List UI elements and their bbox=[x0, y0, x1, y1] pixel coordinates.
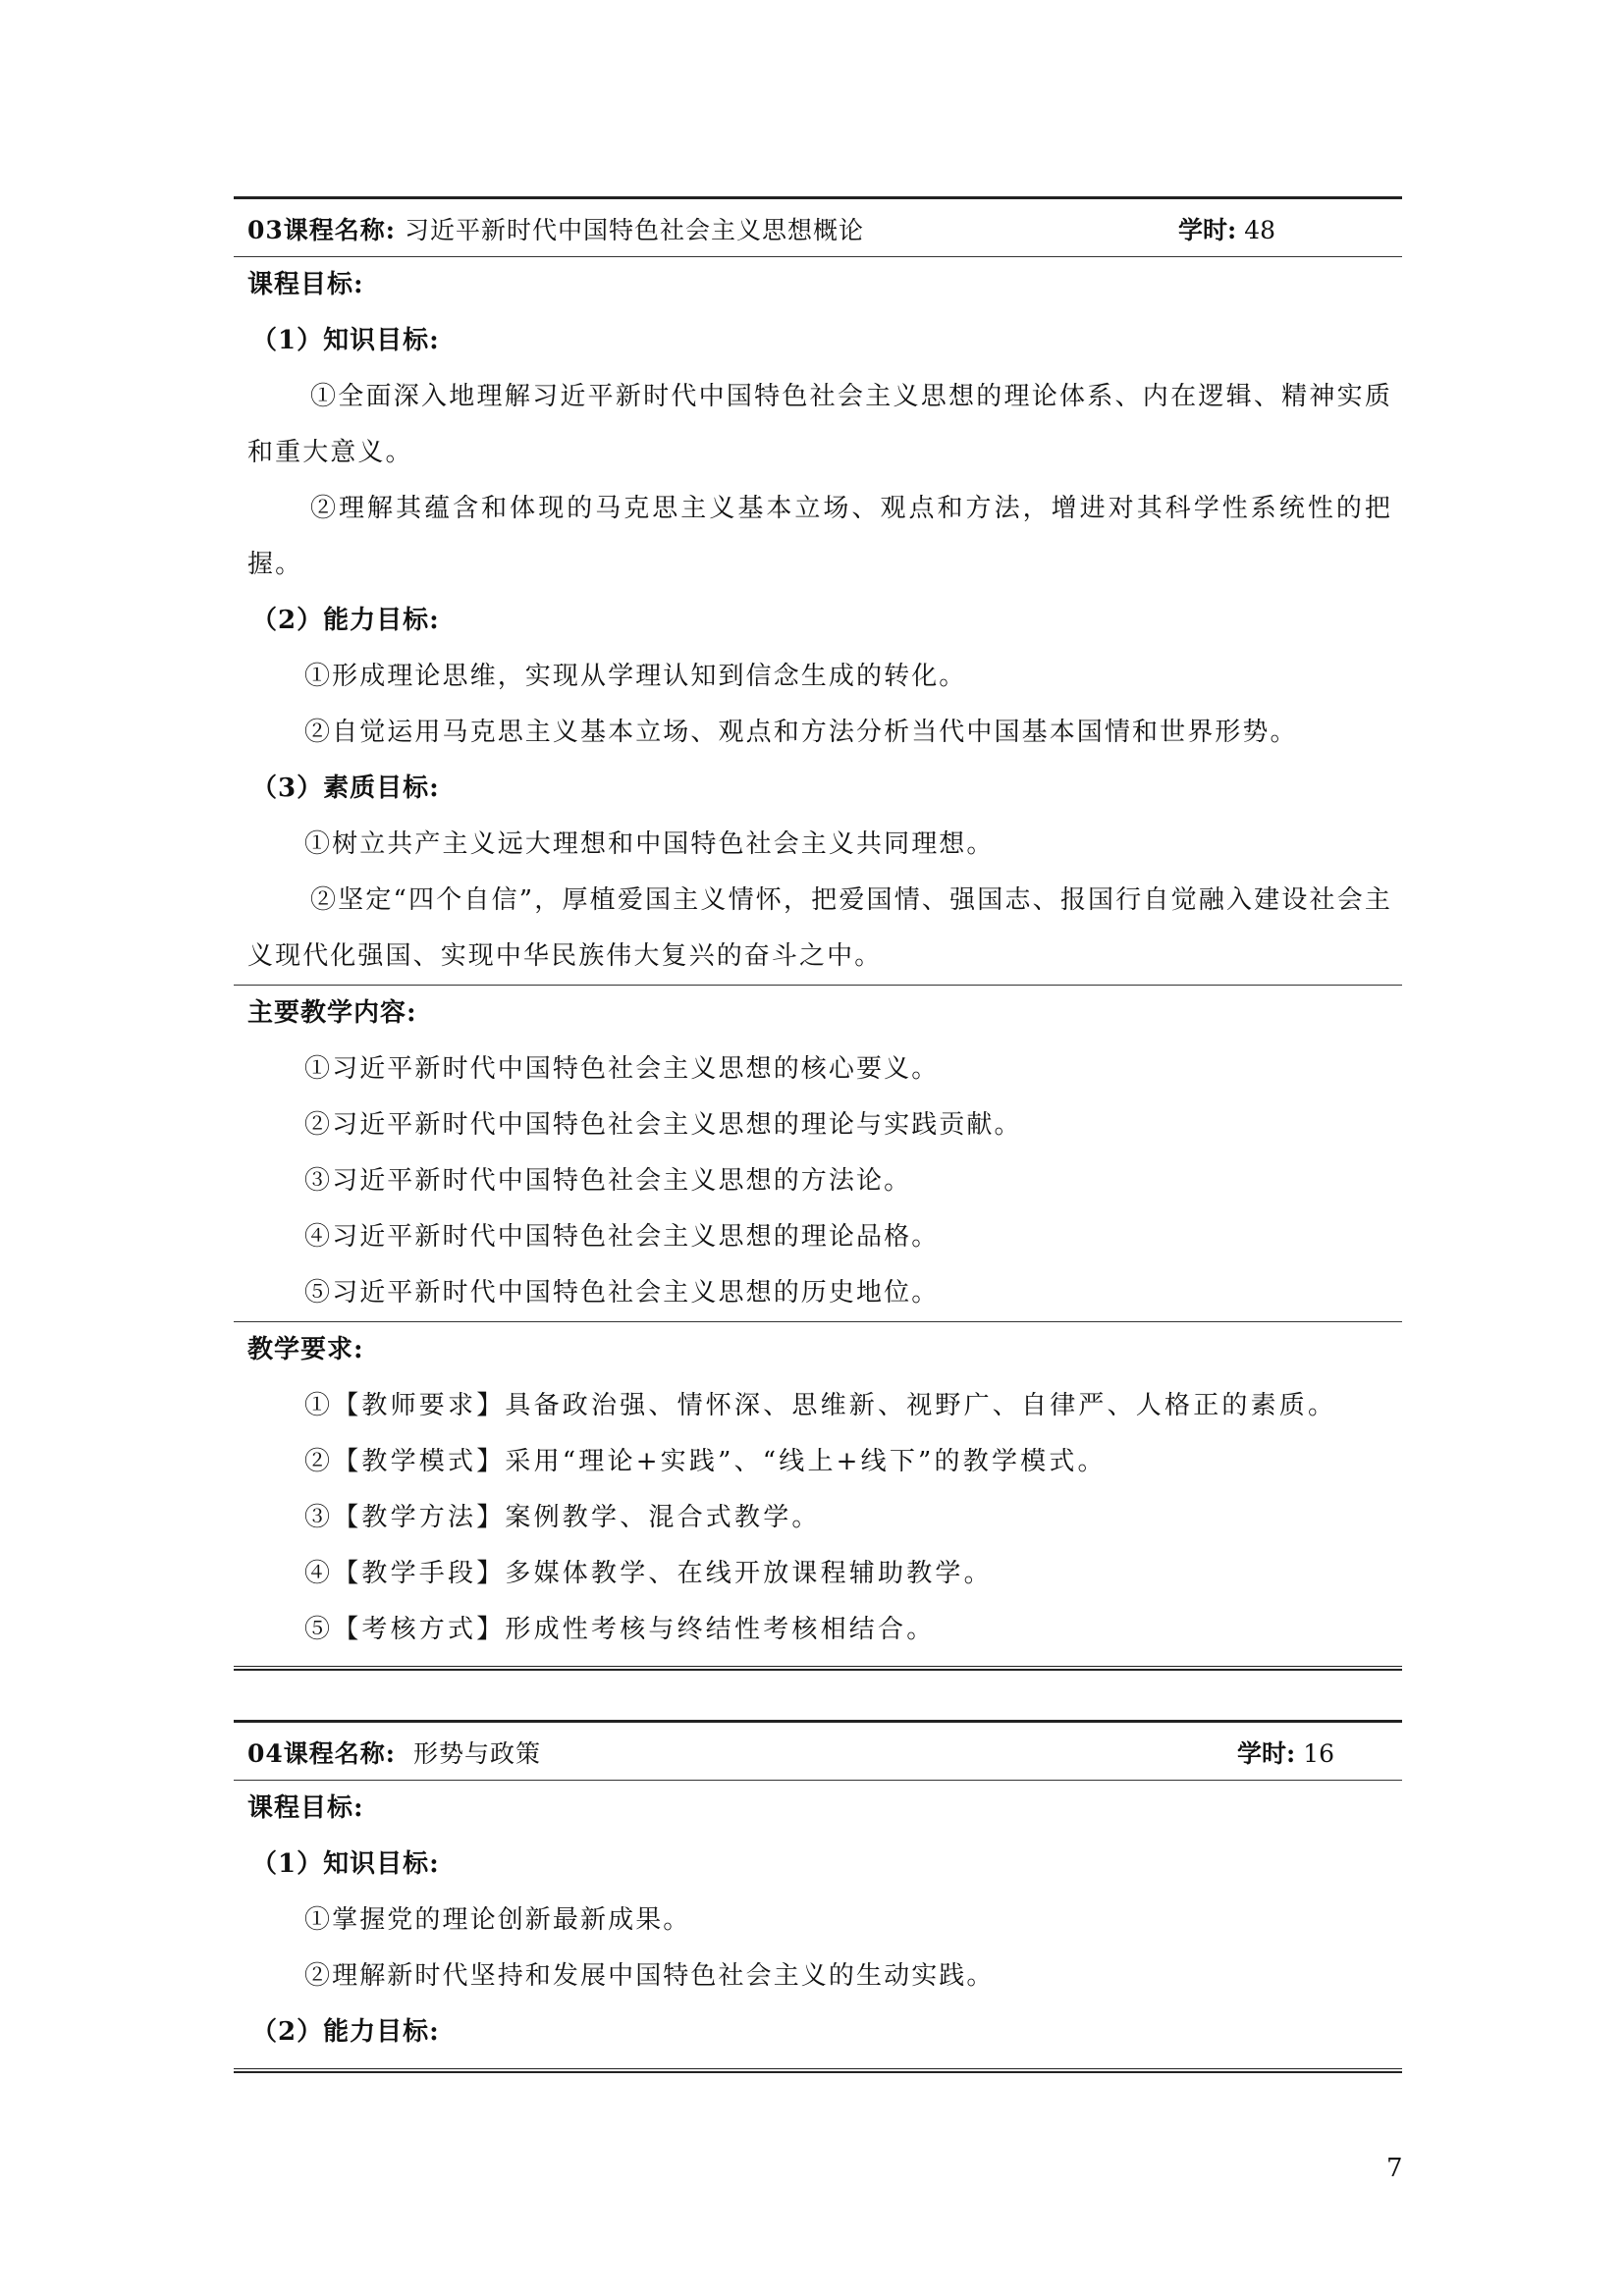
content-item: ①习近平新时代中国特色社会主义思想的核心要义。 bbox=[304, 1054, 940, 1084]
knowledge-goal-item: ①全面深入地理解习近平新时代中国特色社会主义思想的理论体系、内在逻辑、精神实质和重大意义。 bbox=[247, 382, 1392, 467]
ability-goals-title: （2）能力目标: bbox=[251, 2017, 440, 2047]
course-name-label: 课程名称: bbox=[283, 216, 397, 244]
hours-label: 学时: bbox=[1178, 216, 1237, 244]
quality-goal-item: ②坚定“四个自信”，厚植爱国主义情怀，把爱国情、强国志、报国行自觉融入建设社会主义现代化强国、实现中华民族伟大复兴的奋斗之中。 bbox=[247, 885, 1392, 971]
ability-goal-item: ①形成理论思维，实现从学理认知到信念生成的转化。 bbox=[304, 662, 967, 691]
course-hours-field bbox=[1237, 1735, 1334, 1770]
bottom-double-rule bbox=[234, 2068, 1402, 2073]
content-item: ⑤习近平新时代中国特色社会主义思想的历史地位。 bbox=[304, 1278, 940, 1308]
hours-value: 16 bbox=[1303, 1739, 1334, 1768]
course-name-field bbox=[247, 211, 864, 246]
knowledge-goals-title: （1）知识目标: bbox=[251, 1849, 440, 1879]
course-name: 形势与政策 bbox=[412, 1739, 541, 1768]
requirement-item: ④【教学手段】多媒体教学、在线开放课程辅助教学。 bbox=[304, 1559, 993, 1588]
requirement-item: ③【教学方法】案例教学、混合式教学。 bbox=[304, 1503, 821, 1532]
goals-title: 课程目标: bbox=[247, 270, 364, 299]
course-03-block bbox=[234, 196, 1402, 1671]
knowledge-goals-title: （1）知识目标: bbox=[251, 326, 440, 355]
knowledge-goal-item: ②理解新时代坚持和发展中国特色社会主义的生动实践。 bbox=[304, 1961, 995, 1991]
quality-goal-item: ①树立共产主义远大理想和中国特色社会主义共同理想。 bbox=[304, 829, 995, 859]
course-header bbox=[234, 199, 1402, 256]
course-hours-field bbox=[1178, 211, 1275, 246]
content-item: ④习近平新时代中国特色社会主义思想的理论品格。 bbox=[304, 1222, 940, 1252]
knowledge-goal-item: ②理解其蕴含和体现的马克思主义基本立场、观点和方法，增进对其科学性系统性的把握。 bbox=[247, 494, 1392, 579]
knowledge-goal-item: ①掌握党的理论创新最新成果。 bbox=[304, 1905, 691, 1935]
ability-goals-title: （2）能力目标: bbox=[251, 606, 440, 635]
requirements-title: 教学要求: bbox=[247, 1335, 364, 1364]
course-name-label: 课程名称: bbox=[283, 1739, 397, 1768]
content-title: 主要教学内容: bbox=[247, 998, 417, 1028]
quality-goals-title: （3）素质目标: bbox=[251, 774, 440, 803]
course-name: 习近平新时代中国特色社会主义思想概论 bbox=[404, 216, 864, 244]
requirement-item: ⑤【考核方式】形成性考核与终结性考核相结合。 bbox=[304, 1615, 936, 1644]
course-number: 03 bbox=[247, 216, 284, 244]
requirement-item: ①【教师要求】具备政治强、情怀深、思维新、视野广、自律严、人格正的素质。 bbox=[304, 1391, 1337, 1420]
ability-goal-item: ②自觉运用马克思主义基本立场、观点和方法分析当代中国基本国情和世界形势。 bbox=[304, 718, 1298, 747]
hours-value: 48 bbox=[1244, 216, 1275, 244]
bottom-double-rule bbox=[234, 1666, 1402, 1671]
course-name-field bbox=[247, 1735, 541, 1770]
hours-label: 学时: bbox=[1237, 1739, 1296, 1768]
content-item: ③习近平新时代中国特色社会主义思想的方法论。 bbox=[304, 1166, 912, 1196]
page-number: 7 bbox=[1386, 2154, 1403, 2183]
course-number: 04 bbox=[247, 1739, 284, 1768]
content-item: ②习近平新时代中国特色社会主义思想的理论与实践贡献。 bbox=[304, 1110, 1022, 1140]
goals-title: 课程目标: bbox=[247, 1793, 364, 1823]
course-04-block bbox=[234, 1720, 1402, 2073]
requirement-item: ②【教学模式】采用“理论+实践”、“线上+线下”的教学模式。 bbox=[304, 1447, 1107, 1476]
course-header bbox=[234, 1723, 1402, 1780]
